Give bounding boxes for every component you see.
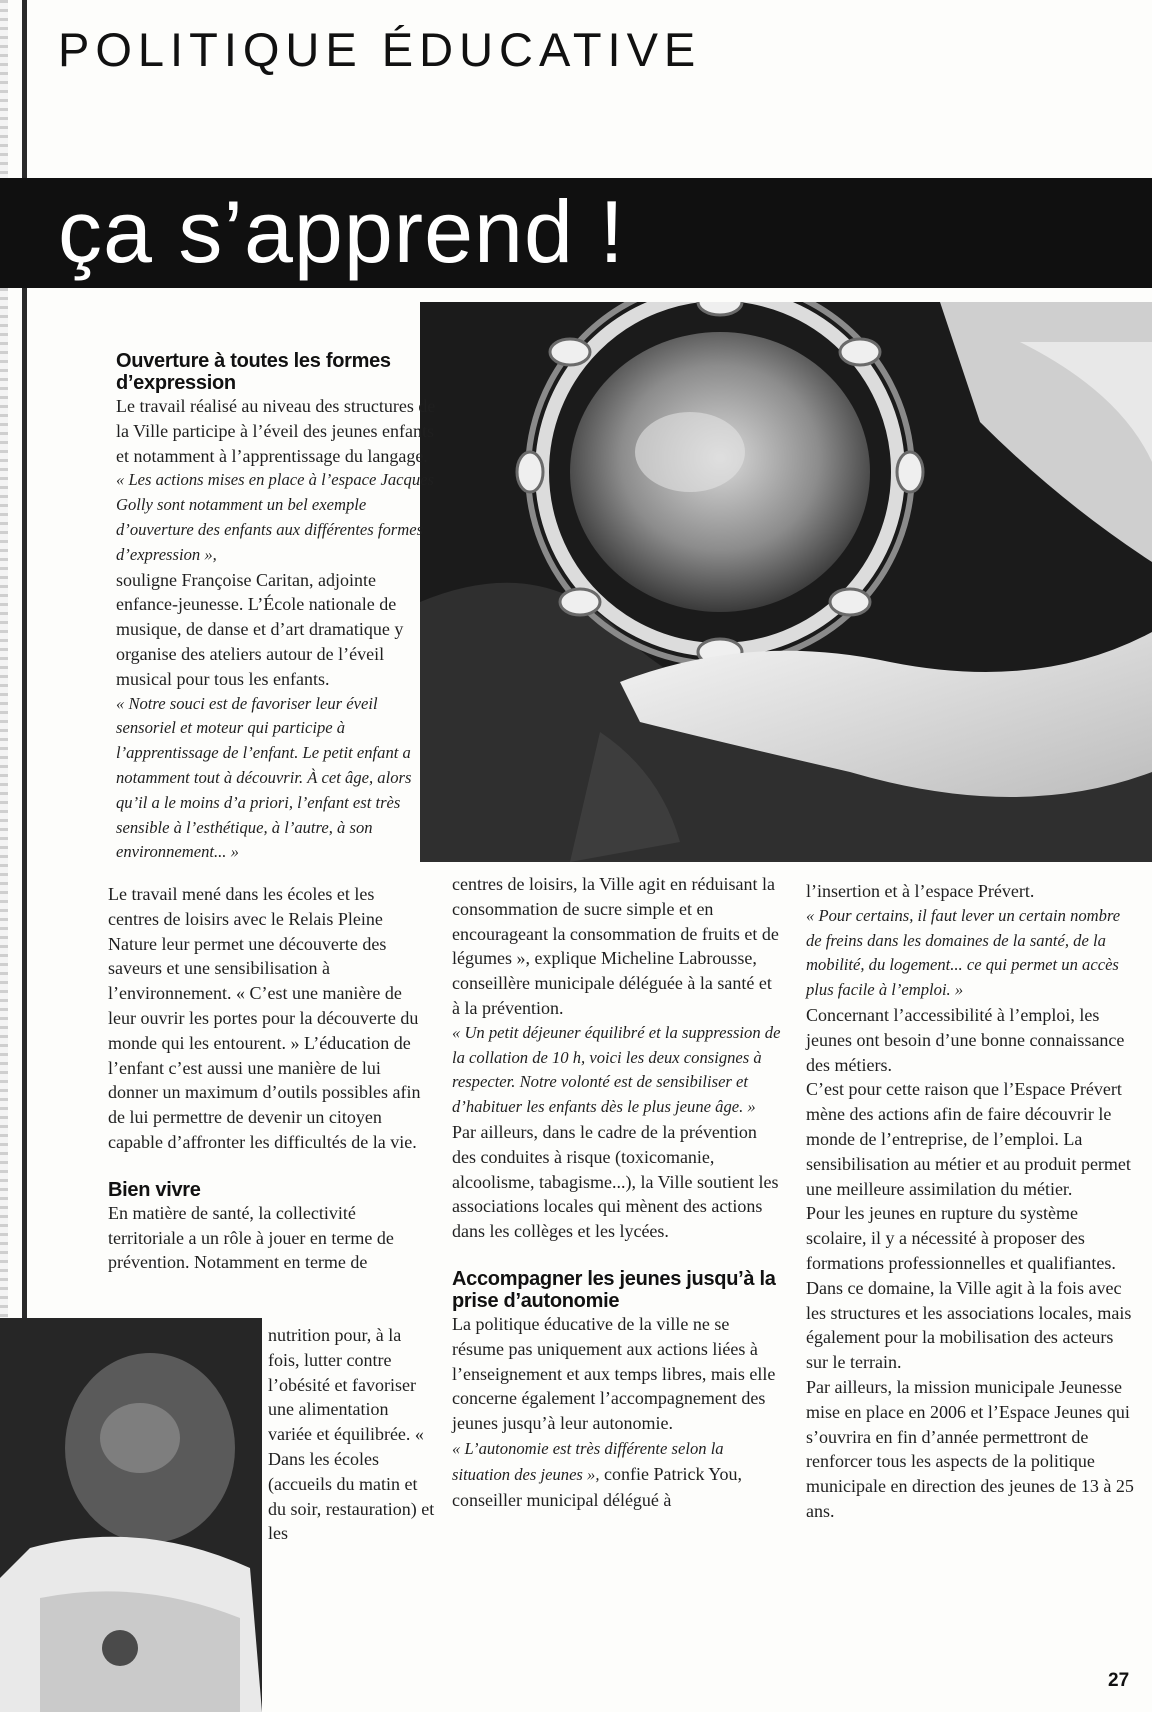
paragraph: En matière de santé, la collectivité territoriale a un rôle à jouer en terme de prévention. Notamment en terme de <box>108 1202 394 1273</box>
hero-photo <box>420 302 1152 862</box>
child-photo <box>0 1318 262 1712</box>
paragraph: Le travail réalisé au niveau des structures de la Ville participe à l’éveil des jeunes enfants et notamment à l’apprentissage du langage. <box>116 396 436 466</box>
paragraph: Par ailleurs, dans le cadre de la prévention des conduites à risque (toxicomanie, alcoolisme, tabagisme...), la Ville soutient les associations locales qui mènent des actions dans les collèges et les lycées. <box>452 1121 779 1242</box>
paragraph: souligne Françoise Caritan, adjointe enfance-jeunesse. L’École nationale de musique, de danse et d’art dramatique y organise des ateliers autour de l’éveil musical pour tous les enfants. <box>116 569 404 689</box>
article-col1-wrap <box>268 1323 436 1546</box>
quote: « Un petit déjeuner équilibré et la suppression de la collation de 10 h, voici les deux consignes à respecter. Notre volonté est de sensibiliser et d’habituer les enfants dès le plus jeune âge. » <box>452 1022 781 1117</box>
section-kicker: POLITIQUE ÉDUCATIVE <box>58 23 702 76</box>
quote: « L’autonomie est très différente selon la situation des jeunes », <box>452 1438 724 1484</box>
article-col1-top <box>116 350 438 865</box>
paragraph: Pour les jeunes en rupture du système scolaire, il y a nécessité à proposer des formations professionnelles et qualifiantes. Dans ce domaine, la Ville agit à la fois avec les structures et les associations locales, mais également pour la mobilisation des acteurs sur le terrain. <box>806 1203 1132 1373</box>
quote: « Notre souci est de favoriser leur éveil sensoriel et moteur qui participe à l’apprentissage de l’enfant. Le petit enfant a notamment tout à découvrir. À cet âge, alors qu’il a le moins d’a priori, l’enfant est très sensible à l’esthétique, à l’autre, à son environnement... » <box>116 693 412 862</box>
paragraph: La politique éducative de la ville ne se résume pas uniquement aux actions liées à l’enseignement et aux temps libres, mais elle concerne également l’accompagnement des jeunes jusqu’à leur autonomie. <box>452 1313 776 1434</box>
article-col3 <box>806 879 1136 1524</box>
page-headline: ça s’apprend ! <box>58 182 625 281</box>
paragraph: Par ailleurs, la mission municipale Jeunesse mise en place en 2006 et l’Espace Jeunes qui s’ouvrira en fin d’année permettront de renforcer tous les aspects de la politique municipale en direction des jeunes de 13 à 25 ans. <box>806 1376 1134 1521</box>
page-number: 27 <box>1108 1670 1130 1691</box>
tambourine-icon <box>420 302 1152 862</box>
article-col2 <box>452 872 782 1512</box>
quote: « Pour certains, il faut lever un certain nombre de freins dans les domaines de la santé, de la mobilité, du logement... ce qui permet un accès plus facile à l’emploi. » <box>806 905 1121 1000</box>
subheading-expression: Ouverture à toutes les formes d’expression <box>116 350 391 394</box>
paragraph: Concernant l’accessibilité à l’emploi, les jeunes ont besoin d’une bonne connaissance des métiers. <box>806 1004 1125 1075</box>
subheading-bien-vivre: Bien vivre <box>108 1178 201 1201</box>
article-col1-bottom <box>108 882 428 1275</box>
child-portrait-icon <box>0 1318 262 1712</box>
paragraph: Le travail mené dans les écoles et les centres de loisirs avec le Relais Pleine Nature leur permet une découverte des saveurs et une sensibilisation à l’environnement. « C’est une manière de leur ouvrir les portes pour la découverte du monde qui les entourent. » L’éducation de l’enfant c’est aussi une manière de lui donner un maximum d’outils possibles afin de lui permettre de devenir un citoyen capable d’affronter les difficultés de la vie. <box>108 884 421 1152</box>
paragraph: confie Patrick You, conseiller municipal délégué à <box>452 1463 742 1510</box>
paragraph: nutrition pour, à la fois, lutter contre l’obésité et favoriser une alimentation variée et équilibrée. « Dans les écoles (accueils du matin et du soir, restauration) et les <box>268 1325 435 1544</box>
paragraph: centres de loisirs, la Ville agit en réduisant la consommation de sucre simple et en encourageant la consommation de fruits et de légumes », explique Micheline Labrousse, conseillère municipale déléguée à la santé et à la prévention. <box>452 874 779 1018</box>
paragraph: C’est pour cette raison que l’Espace Prévert mène des actions afin de faire découvrir le monde de l’entreprise, de l’emploi. La sensibilisation au métier et au produit permet une meilleure assimilation du métier. <box>806 1079 1131 1199</box>
subheading-autonomie: Accompagner les jeunes jusqu’à la prise d’autonomie <box>452 1267 776 1312</box>
paragraph: l’insertion et à l’espace Prévert. <box>806 881 1035 901</box>
quote: « Les actions mises en place à l’espace Jacques Golly sont notamment un bel exemple d’ouverture des enfants aux différentes formes d’expression », <box>116 470 434 564</box>
